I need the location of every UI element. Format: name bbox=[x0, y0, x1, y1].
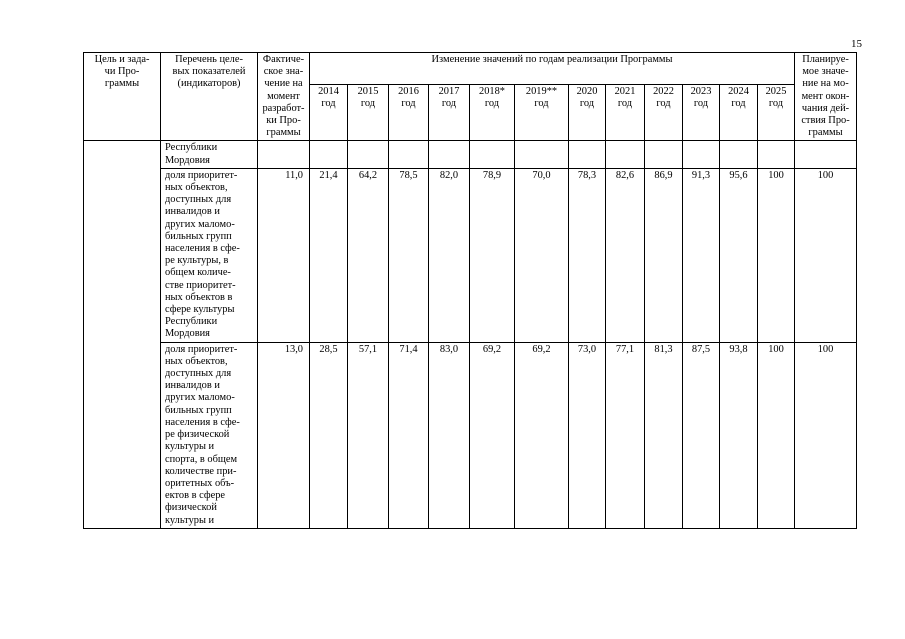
indicator-cell: доля приоритет- ных объектов, доступных для инвалидов и других маломо- бильных групп населения в сфе- ре культуры, в общем количе- стве приоритет- ных объектов в сфере культуры Республики Мордовия bbox=[161, 168, 258, 342]
page-number: 15 bbox=[851, 38, 862, 50]
year-value-cell: 100 bbox=[758, 168, 795, 342]
planned-value-cell: 100 bbox=[795, 342, 857, 528]
actual-value-cell bbox=[258, 141, 310, 168]
col-header-planned: Планируе- мое значе- ние на мо- мент окон- чания дей- ствия Про- граммы bbox=[795, 53, 857, 141]
col-header-actual: Фактиче- ское зна- чение на момент разработ- ки Про- граммы bbox=[258, 53, 310, 141]
year-value-cell bbox=[515, 141, 569, 168]
year-header-7: 2021 год bbox=[606, 84, 645, 141]
year-header-11: 2025 год bbox=[758, 84, 795, 141]
actual-value-cell: 13,0 bbox=[258, 342, 310, 528]
year-value-cell: 78,3 bbox=[569, 168, 606, 342]
year-value-cell bbox=[758, 141, 795, 168]
year-value-cell bbox=[348, 141, 389, 168]
year-header-6: 2020 год bbox=[569, 84, 606, 141]
year-value-cell: 83,0 bbox=[429, 342, 470, 528]
year-value-cell: 78,9 bbox=[470, 168, 515, 342]
year-value-cell: 69,2 bbox=[470, 342, 515, 528]
year-header-5: 2019** год bbox=[515, 84, 569, 141]
indicator-cell: Республики Мордовия bbox=[161, 141, 258, 168]
year-value-cell bbox=[645, 141, 683, 168]
year-value-cell: 71,4 bbox=[389, 342, 429, 528]
year-value-cell: 91,3 bbox=[683, 168, 720, 342]
table-row bbox=[84, 168, 857, 342]
year-value-cell: 95,6 bbox=[720, 168, 758, 342]
year-value-cell: 82,6 bbox=[606, 168, 645, 342]
year-value-cell bbox=[470, 141, 515, 168]
year-value-cell: 81,3 bbox=[645, 342, 683, 528]
year-value-cell bbox=[606, 141, 645, 168]
year-value-cell: 78,5 bbox=[389, 168, 429, 342]
planned-value-cell: 100 bbox=[795, 168, 857, 342]
year-value-cell bbox=[683, 141, 720, 168]
year-value-cell: 100 bbox=[758, 342, 795, 528]
year-header-2: 2016 год bbox=[389, 84, 429, 141]
program-indicators-table bbox=[83, 52, 857, 529]
goal-cell bbox=[84, 141, 161, 528]
year-header-8: 2022 год bbox=[645, 84, 683, 141]
year-value-cell: 93,8 bbox=[720, 342, 758, 528]
planned-value-cell bbox=[795, 141, 857, 168]
col-header-indicators: Перечень целе- вых показателей (индикаторов) bbox=[161, 53, 258, 141]
year-header-9: 2023 год bbox=[683, 84, 720, 141]
year-header-0: 2014 год bbox=[310, 84, 348, 141]
year-value-cell: 69,2 bbox=[515, 342, 569, 528]
year-value-cell bbox=[310, 141, 348, 168]
year-header-4: 2018* год bbox=[470, 84, 515, 141]
year-value-cell: 73,0 bbox=[569, 342, 606, 528]
year-value-cell: 21,4 bbox=[310, 168, 348, 342]
col-header-goal: Цель и зада- чи Про- граммы bbox=[84, 53, 161, 141]
year-header-3: 2017 год bbox=[429, 84, 470, 141]
year-value-cell: 28,5 bbox=[310, 342, 348, 528]
year-value-cell bbox=[429, 141, 470, 168]
year-header-10: 2024 год bbox=[720, 84, 758, 141]
year-value-cell: 86,9 bbox=[645, 168, 683, 342]
actual-value-cell: 11,0 bbox=[258, 168, 310, 342]
col-header-yearly-change: Изменение значений по годам реализации Программы bbox=[310, 53, 795, 85]
indicator-cell: доля приоритет- ных объектов, доступных для инвалидов и других маломо- бильных групп населения в сфе- ре физической культуры и спорта, в общем количестве при- оритетных объ- ектов в сфере физической культуры и bbox=[161, 342, 258, 528]
year-value-cell: 87,5 bbox=[683, 342, 720, 528]
year-value-cell: 57,1 bbox=[348, 342, 389, 528]
year-value-cell bbox=[389, 141, 429, 168]
year-value-cell bbox=[569, 141, 606, 168]
year-value-cell: 70,0 bbox=[515, 168, 569, 342]
year-value-cell: 64,2 bbox=[348, 168, 389, 342]
header-row-1 bbox=[84, 53, 857, 85]
year-value-cell: 82,0 bbox=[429, 168, 470, 342]
year-value-cell: 77,1 bbox=[606, 342, 645, 528]
year-value-cell bbox=[720, 141, 758, 168]
table-row bbox=[84, 141, 857, 168]
table-row bbox=[84, 342, 857, 528]
year-header-1: 2015 год bbox=[348, 84, 389, 141]
